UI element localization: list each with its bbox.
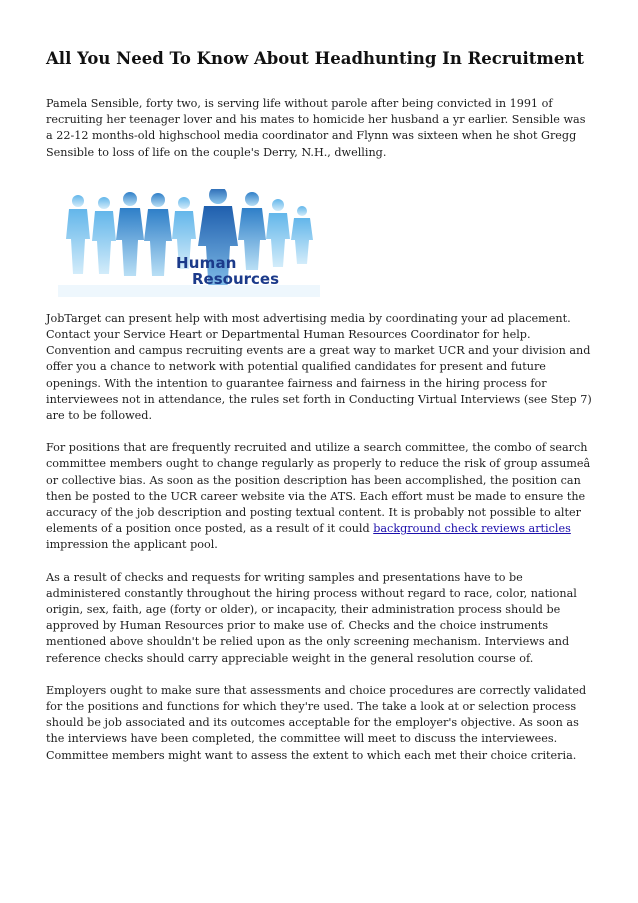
paragraph-3-text-start: For positions that are frequently recruited and utilize a search committee, the combo of search committee members ought to change regularly as properly to reduce the risk of group assumeâ or collective bias. As soon as the position description has been accomplished, the position can then be posted to the UCR career website via the ATS. Each effort must be made to ensure the accuracy of the job description and posting textual content. It is probably not possible to alter elements of a position once posted, as a result of it could (46, 441, 591, 536)
paragraph-2: JobTarget can present help with most advertising media by coordinating your ad placement. Contact your Service Heart or Departmental Human Resources Coordinator for help. Convention and campus recruiting events are a great way to market UCR and your division and offer you a chance to network with potential qualified candidates for present and future openings. With the intention to guarantee fairness and fairness in the hiring process for interviewees not in attendance, the rules set forth in Conducting Virtual Interviews (see Step 7) are to be followed. (46, 311, 592, 423)
image-text-human: Human (176, 253, 237, 272)
human-resources-image (58, 189, 320, 297)
document-title: All You Need To Know About Headhunting In Recruitment (46, 49, 585, 68)
document-page (46, 48, 594, 780)
paragraph-5: Employers ought to make sure that assessments and choice procedures are correctly validated for the positions and functions for which they're used. The take a look at or selection process should be job associated and its outcomes acceptable for the employer's objective. As soon as the interviews have been completed, the committee will meet to discuss the interviewees. Committee members might want to assess the extent to which each met their choice criteria. (46, 683, 587, 762)
image-text-resources: Resources (192, 269, 280, 288)
paragraph-4: As a result of checks and requests for writing samples and presentations have to be administered constantly throughout the hiring process without regard to race, color, national origin, sex, faith, age (forty or older), or incapacity, their administration process should be approved by Human Resources prior to make use of. Checks and the choice instruments mentioned above shouldn't be relied upon as the only screening mechanism. Interviews and reference checks should carry appreciable weight in the general resolution course of. (46, 570, 577, 665)
paragraph-3 (46, 440, 594, 553)
people-silhouettes-graphic (58, 189, 320, 297)
paragraph-3-text-end: impression the applicant pool. (46, 538, 218, 552)
paragraph-1: Pamela Sensible, forty two, is serving life without parole after being convicted in 1991 of recruiting her teenager lover and his mates to homicide her husband a yr earlier. Sensible was a 22-12 months-old highschool media coordinator and Flynn was sixteen when he shot Gregg Sensible to loss of life on the couple's Derry, N.H., dwelling. (46, 97, 586, 159)
background-check-link[interactable]: background check reviews articles (373, 522, 571, 536)
